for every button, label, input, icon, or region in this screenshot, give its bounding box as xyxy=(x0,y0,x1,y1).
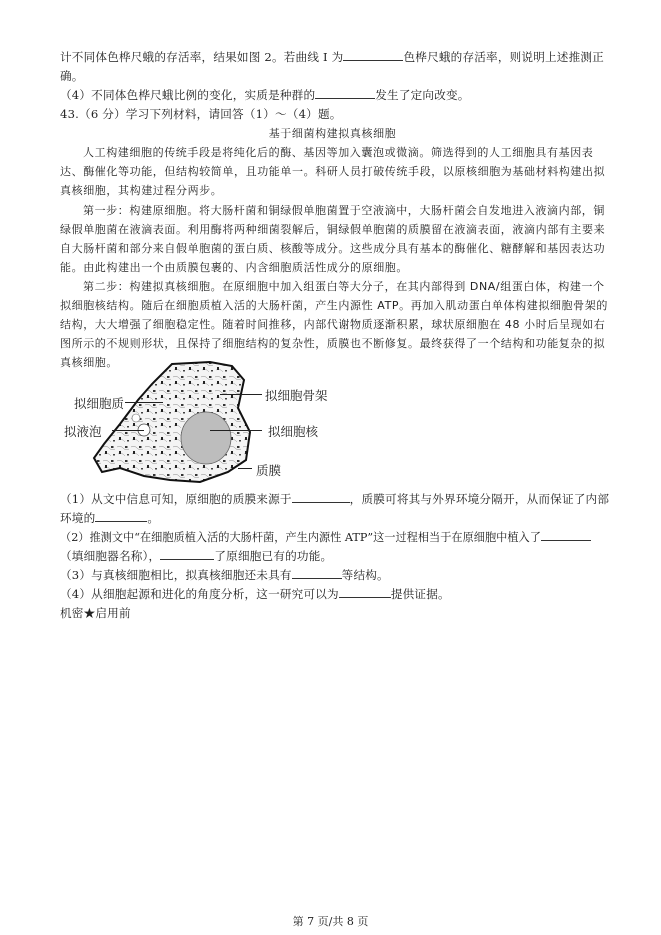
paragraph-line: 拟细胞核结构。随后在细胞质植入活的大肠杆菌，产生内源性 ATP。再加入肌动蛋白单体构建拟细胞骨架的 xyxy=(60,299,608,312)
paragraph-line: 结构，大大增强了细胞稳定性。随着时间推移，内部代谢物质逐渐积累，球状原细胞在 48 小时后呈现如右 xyxy=(60,318,606,331)
leader-line xyxy=(220,394,262,395)
page-footer: 第 7 页/共 8 页 xyxy=(292,915,369,928)
line-text: 发生了定向改变。 xyxy=(375,88,470,102)
question-text: 环境的 xyxy=(60,511,96,525)
confidential-stamp: 机密★启用前 xyxy=(60,606,131,620)
question-text: （1）从文中信息可知，原细胞的质膜来源于 xyxy=(60,492,292,506)
paragraph-line: 第一步：构建原细胞。将大肠杆菌和铜绿假单胞菌置于空液滴中，大肠杆菌会自发地进入液滴内部，铜 xyxy=(83,204,605,217)
cell-figure xyxy=(60,360,360,490)
label-vacuole: 拟液泡 xyxy=(64,424,102,439)
text-line: 确。 xyxy=(60,69,84,83)
paragraph-line: 真核细胞。 xyxy=(60,356,118,369)
question-text: 提供证据。 xyxy=(390,587,450,601)
text-line xyxy=(60,86,605,105)
answer-blank[interactable] xyxy=(339,585,391,598)
answer-blank[interactable] xyxy=(315,86,375,99)
question-text: 等结构。 xyxy=(341,568,389,582)
line-text: 色桦尺蛾的存活率，则说明上述推测正 xyxy=(403,50,604,64)
paragraph-line: 能。由此构建出一个由质膜包裹的、内含细胞质活性成分的原细胞。 xyxy=(60,261,408,274)
question-1 xyxy=(60,490,610,509)
question-text: （4）从细胞起源和进化的角度分析，这一研究可以为 xyxy=(60,587,339,601)
text-line xyxy=(60,48,605,67)
question-43-header: 43.（6 分）学习下列材料，请回答（1）～（4）题。 xyxy=(60,107,342,121)
paragraph-line: 人工构建细胞的传统手段是将纯化后的酶、基因等加入囊泡或微滴。筛选得到的人工细胞具有基因表 xyxy=(83,146,594,159)
question-text: （2）推测文中“在细胞质植入活的大肠杆菌，产生内源性 ATP”这一过程相当于在原细胞中植入了 xyxy=(60,531,541,544)
paragraph-line: 图所示的不规则形状，且保持了细胞结构的复杂性，质膜也不断修复。最终获得了一个结构和功能复杂的拟 xyxy=(60,337,606,350)
paragraph-line: 真核细胞，其构建过程分两步。 xyxy=(60,184,223,197)
answer-blank[interactable] xyxy=(343,48,403,61)
leader-line xyxy=(238,468,252,469)
paragraph-line: 自大肠杆菌和部分来自假单胞菌的蛋白质、核酸等成分。这些成分具有基本的酶催化、糖酵解和基因表达功 xyxy=(60,242,606,255)
answer-blank[interactable] xyxy=(95,509,147,522)
question-1-cont xyxy=(60,509,605,528)
leader-line xyxy=(125,402,163,403)
question-text: （3）与真核细胞相比，拟真核细胞还未具有 xyxy=(60,568,292,582)
paragraph-line: 达、酶催化等功能，但结构较简单，且功能单一。科研人员打破传统手段，以原核细胞为基础材料构建出拟 xyxy=(60,165,606,178)
label-cytoplasm: 拟细胞质 xyxy=(74,396,125,411)
leader-line xyxy=(112,430,144,431)
label-membrane: 质膜 xyxy=(256,463,282,478)
question-text: ，质膜可将其与外界环境分隔开，从而保证了内部 xyxy=(349,492,610,506)
question-2-cont xyxy=(60,547,605,566)
article-title: 基于细菌构建拟真核细胞 xyxy=(268,127,397,140)
question-text: （填细胞器名称）， xyxy=(60,549,161,563)
question-2 xyxy=(60,528,605,547)
question-4 xyxy=(60,585,605,604)
label-nucleus: 拟细胞核 xyxy=(268,424,319,439)
answer-blank[interactable] xyxy=(160,547,214,560)
label-cytoskeleton: 拟细胞骨架 xyxy=(265,388,328,403)
line-text: 计不同体色桦尺蛾的存活率，结果如图 2。若曲线 I 为 xyxy=(60,50,344,64)
line-text: （4）不同体色桦尺蛾比例的变化，实质是种群的 xyxy=(60,88,316,102)
question-3 xyxy=(60,566,605,585)
leader-line xyxy=(210,430,262,431)
paragraph-line: 绿假单胞菌在液滴表面。利用酶将两种细菌裂解后，铜绿假单胞菌的质膜留在液滴表面，液滴内部有主要来 xyxy=(60,223,606,236)
question-text: 了原细胞已有的功能。 xyxy=(214,549,333,563)
question-text: 。 xyxy=(147,511,160,525)
answer-blank[interactable] xyxy=(541,528,591,541)
answer-blank[interactable] xyxy=(292,566,342,579)
answer-blank[interactable] xyxy=(292,490,350,503)
paragraph-line: 第二步：构建拟真核细胞。在原细胞中加入组蛋白等大分子，在其内部得到 DNA/组蛋白体，构建一个 xyxy=(83,280,605,293)
